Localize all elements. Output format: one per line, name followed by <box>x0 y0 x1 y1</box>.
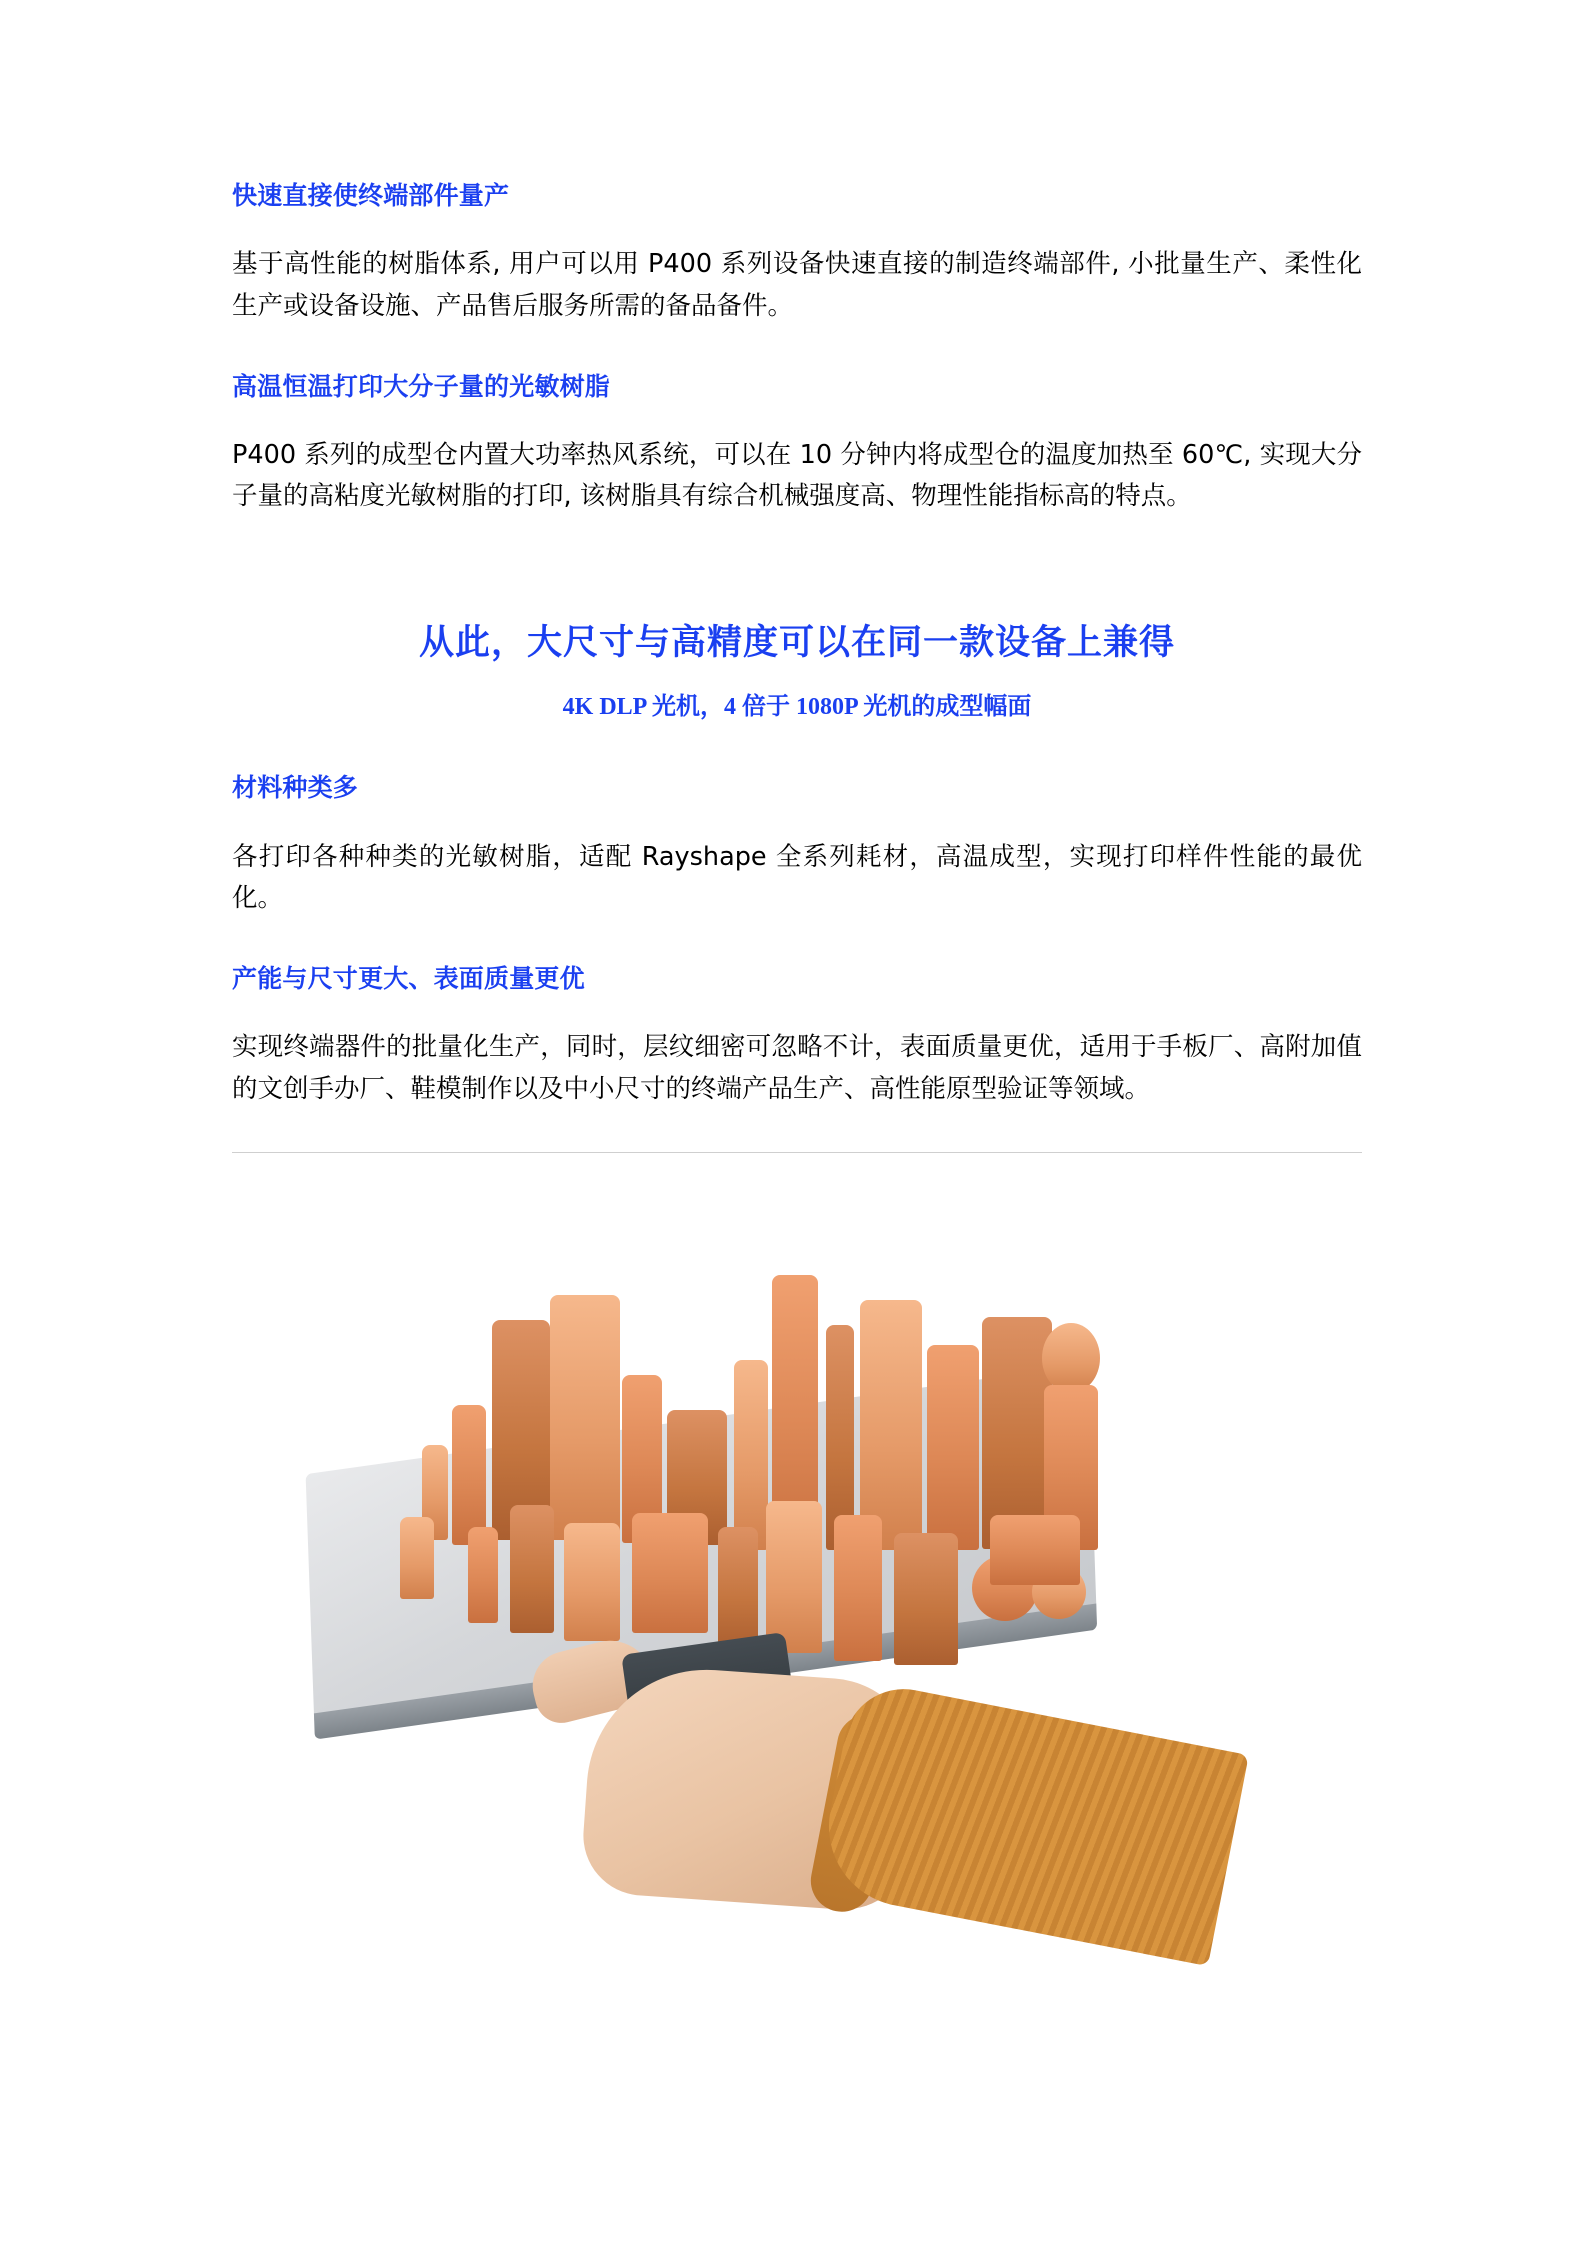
printed-part <box>834 1515 882 1661</box>
vertical-spacer <box>232 560 1362 618</box>
section-divider <box>232 1152 1362 1153</box>
printed-part <box>894 1533 958 1665</box>
printed-part <box>766 1501 822 1653</box>
section-heading-3: 材料种类多 <box>232 773 359 803</box>
section-heading-1: 快速直接使终端部件量产 <box>232 181 510 210</box>
printed-part <box>990 1515 1080 1585</box>
printed-part <box>1042 1323 1100 1393</box>
figure-inner <box>232 1245 1362 1975</box>
printed-part <box>400 1517 434 1599</box>
printed-part <box>718 1527 758 1649</box>
section-body-3: 各打印各种种类的光敏树脂，适配 Rayshape 全系列耗材，高温成型，实现打印样件性能的最优化。 <box>232 841 1362 913</box>
printed-part <box>550 1295 620 1540</box>
section-heading-4: 产能与尺寸更大、表面质量更优 <box>232 964 585 994</box>
printed-part <box>564 1523 620 1641</box>
printed-part <box>510 1505 554 1633</box>
printed-part <box>860 1300 922 1550</box>
section-body-4: 实现终端器件的批量化生产，同时，层纹细密可忽略不计，表面质量更优，适用于手板厂、高附加值的文创手办厂、鞋模制作以及中小尺寸的终端产品生产、高性能原型验证等领域。 <box>232 1032 1362 1104</box>
printed-part <box>452 1405 486 1545</box>
printed-part <box>468 1527 498 1623</box>
section-body-2: P400 系列的成型仓内置大功率热风系统，可以在 10 分钟内将成型仓的温度加热至 60℃, 实现大分子量的高粘度光敏树脂的打印, 该树脂具有综合机械强度高、物理性能指标高的特点。 <box>232 440 1362 512</box>
feature-title: 从此，大尺寸与高精度可以在同一款设备上兼得 <box>418 622 1175 662</box>
printed-part <box>927 1345 979 1550</box>
product-figure <box>232 1245 1362 1975</box>
sleeve <box>815 1679 1249 1966</box>
feature-subtitle: 4K DLP 光机，4 倍于 1080P 光机的成型幅面 <box>562 693 1032 720</box>
printed-part <box>734 1360 768 1550</box>
section-heading-2: 高温恒温打印大分子量的光敏树脂 <box>232 371 611 401</box>
printed-part <box>632 1513 708 1633</box>
section-body-1: 基于高性能的树脂体系, 用户可以用 P400 系列设备快速直接的制造终端部件, 小批量生产、柔性化生产或设备设施、产品售后服务所需的备品备件。 <box>232 249 1362 321</box>
document-body <box>232 178 1362 1153</box>
